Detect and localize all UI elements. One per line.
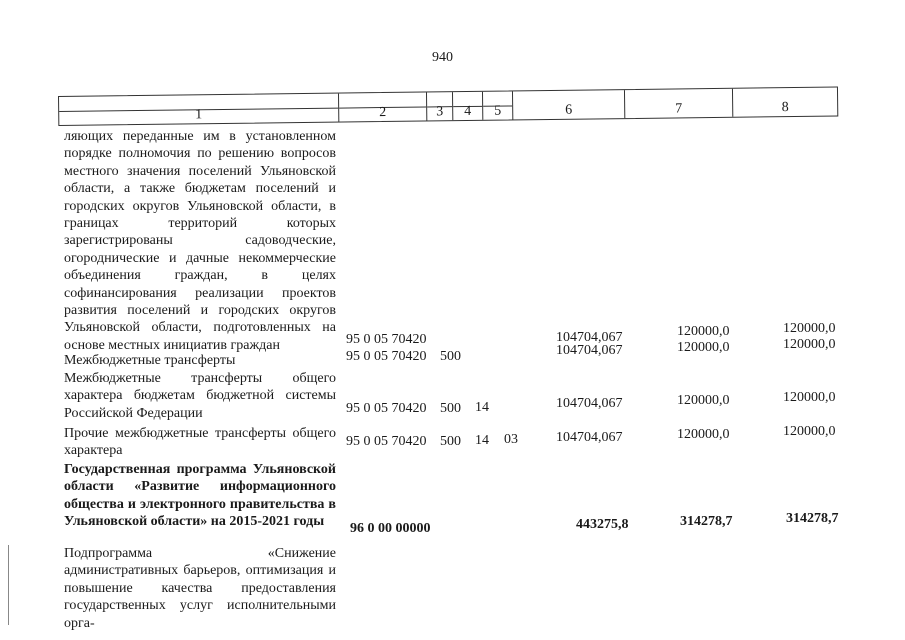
header-col-1-label: 1 [195,107,203,123]
header-col-5-label: 5 [494,103,502,119]
row-4-col7: 120000,0 [677,427,730,442]
row-5-col8: 314278,7 [786,511,839,526]
row-4-col6: 104704,067 [556,430,623,445]
row-3-vr: 500 [440,401,461,416]
header-col-6 [513,90,625,119]
row-2-description: Межбюджетные трансферты [64,353,236,368]
header-col-2 [339,92,427,121]
row-4-col8: 120000,0 [783,424,836,439]
row-2-vr: 500 [440,349,461,364]
table-header [58,86,838,126]
scan-edge-mark [8,545,9,625]
row-4-pr: 03 [504,432,518,447]
row-2-col6: 104704,067 [556,343,623,358]
header-col-1 [59,94,339,125]
header-col-5 [483,91,513,119]
row-6-description: Подпрограмма «Снижение административных барьеров, оптимизация и повышение качества предоставления государственных услуг исполнительными орга- [64,546,336,631]
row-3-description: Межбюджетные трансферты общего характера бюджетам бюджетной системы Российской Федерации [64,371,336,421]
row-4-description: Прочие межбюджетные трансферты общего характера [64,426,336,459]
header-col-3-label: 3 [436,104,444,120]
header-col-2-label: 2 [379,104,387,121]
row-2-col7: 120000,0 [677,340,730,355]
row-3-code: 95 0 05 70420 [346,401,427,416]
row-4-code: 95 0 05 70420 [346,434,427,449]
row-3-col6: 104704,067 [556,396,623,411]
header-col-8-label: 8 [781,100,789,116]
row-5-description: Государственная программа Ульяновской области «Развитие информационного общества и электронного правительства в Ульяновской области» на 2015-2021 годы [64,462,336,530]
header-col-8 [733,87,837,116]
header-col-3 [427,92,453,120]
row-1-description: ляющих переданные им в установленном порядке полномочия по решению вопросов местного значения поселений Ульяновской области, а также бюджетам поселений и городских округов Ульяновской области, в границах территорий которых зарегистрированы садоводческие, огороднические и дачные некоммерческие объединения граждан, в целях софинансирования реализации проектов развития поселений и городских округов Ульяновской области, подготовленных на основе местных инициатив граждан [64,129,336,353]
row-1-col7: 120000,0 [677,324,730,339]
row-3-col7: 120000,0 [677,393,730,408]
row-3-rz: 14 [475,400,489,415]
row-2-col8: 120000,0 [783,337,836,352]
row-4-vr: 500 [440,434,461,449]
row-1-col8: 120000,0 [783,321,836,336]
row-3-col8: 120000,0 [783,390,836,405]
row-5-col7: 314278,7 [680,514,733,529]
row-2-code: 95 0 05 70420 [346,349,427,364]
header-col-7-label: 7 [675,101,683,117]
header-col-4 [453,92,483,120]
header-col-4-label: 4 [464,103,472,120]
row-5-col6: 443275,8 [576,517,629,532]
header-col-7 [625,89,733,118]
row-1-code: 95 0 05 70420 [346,332,427,347]
row-1-col6: 104704,067 [556,330,623,345]
header-col-6-label: 6 [565,102,573,118]
row-4-rz: 14 [475,433,489,448]
row-5-code: 96 0 00 00000 [350,521,431,536]
page-number: 940 [432,50,453,65]
